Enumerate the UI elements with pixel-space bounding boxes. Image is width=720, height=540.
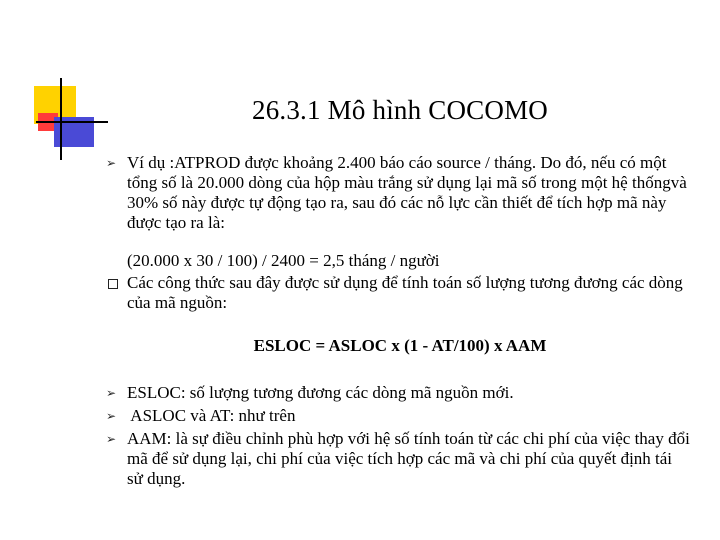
formula-intro-text: Các công thức sau đây được sử dụng để tính toán số lượng tương đương các dòng của mã nguồn: — [127, 273, 683, 312]
arrow-bullet-icon: ➢ — [106, 409, 117, 423]
slide-logo — [0, 0, 110, 170]
slide-title: 26.3.1 Mô hình COCOMO — [252, 95, 548, 125]
esloc-formula: ESLOC = ASLOC x (1 - AT/100) x AAM — [253, 336, 547, 355]
definition-text: ESLOC: số lượng tương đương các dòng mã nguồn mới. — [127, 383, 514, 402]
hollow-square-bullet-icon — [108, 279, 118, 289]
definition-text: ASLOC và AT: như trên — [127, 406, 296, 425]
arrow-bullet-icon: ➢ — [106, 386, 117, 400]
arrow-bullet-icon: ➢ — [106, 156, 117, 170]
calculation-text: (20.000 x 30 / 100) / 2400 = 2,5 tháng / người — [127, 251, 440, 270]
arrow-bullet-icon: ➢ — [106, 432, 117, 446]
example-text: Ví dụ :ATPROD được khoảng 2.400 báo cáo source / tháng. Do đó, nếu có một tổng số là 20.000 dòng của hộp màu trắng sử dụng lại mã số trong một hệ thốngvà 30% số này được tự động tạo ra, sau đó các nỗ lực cần thiết để tích hợp mã này được tạo ra là: — [127, 153, 687, 232]
definition-text: AAM: là sự điều chỉnh phù hợp với hệ số tính toán từ các chi phí của việc thay đổi mã để sử dụng lại, chi phí của việc tích hợp các mã và chi phí của quyết định tái sử dụng. — [127, 429, 690, 488]
